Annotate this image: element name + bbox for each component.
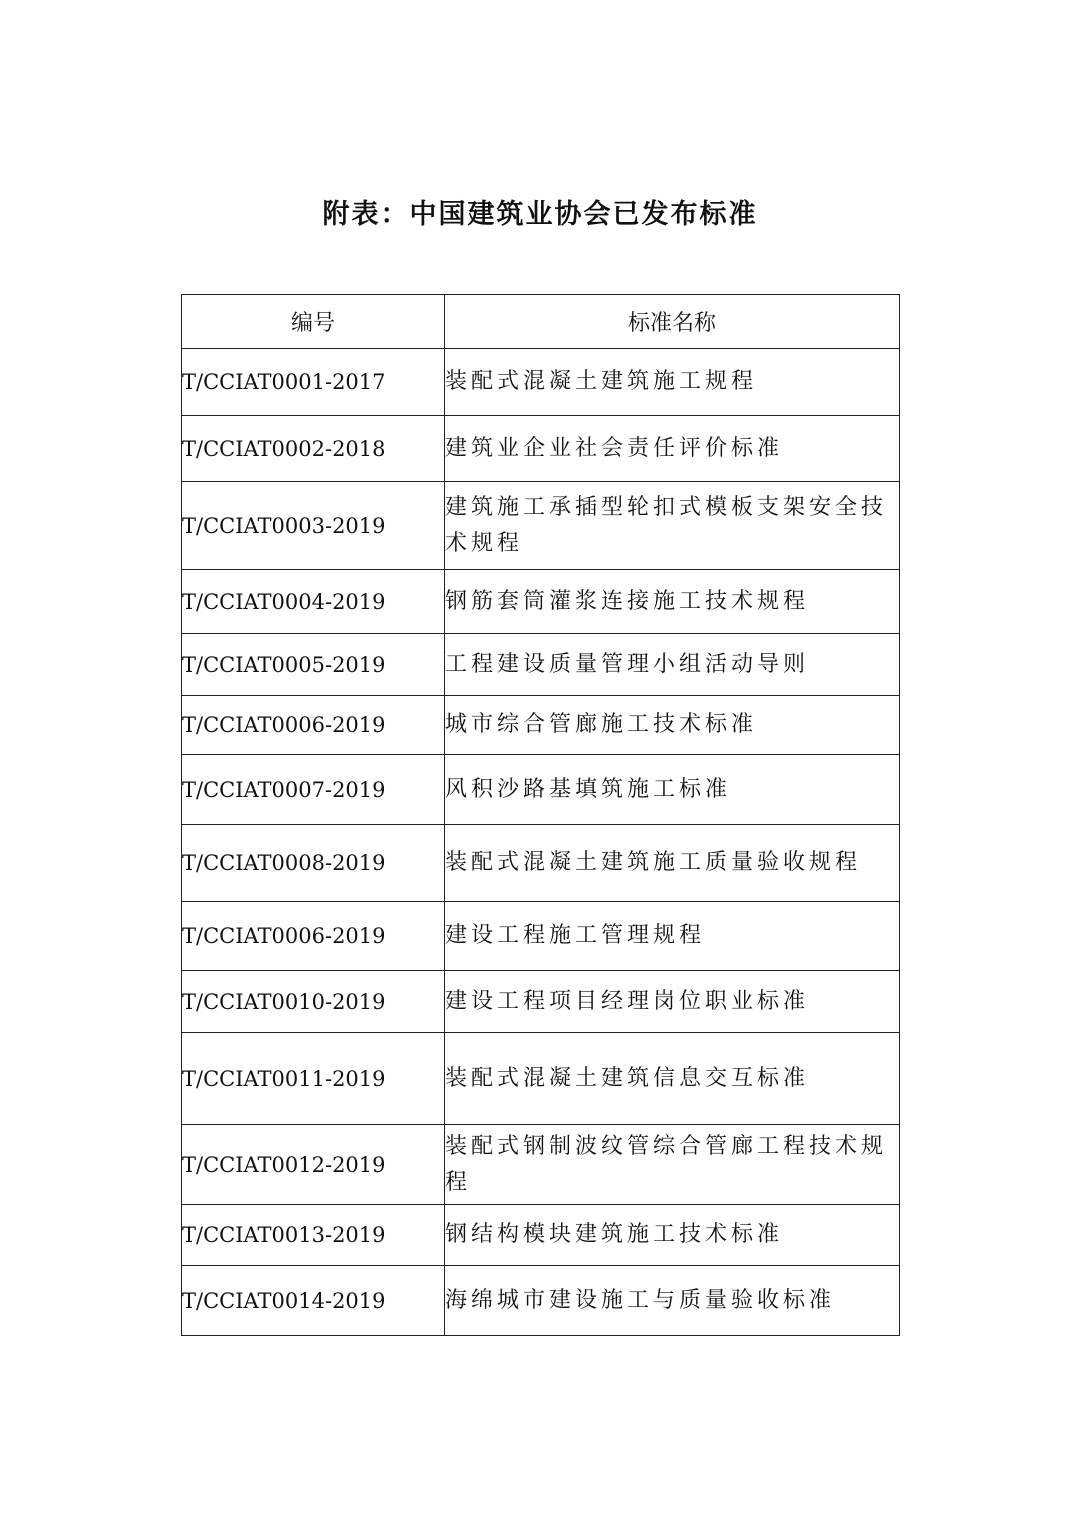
standard-code: T/CCIAT0005-2019 (182, 634, 445, 696)
column-header-name: 标准名称 (445, 295, 900, 349)
table-header-row (182, 295, 900, 349)
standard-code: T/CCIAT0010-2019 (182, 971, 445, 1033)
table-row (182, 1125, 900, 1205)
standard-name: 钢结构模块建筑施工技术标准 (445, 1205, 900, 1266)
table-row (182, 1205, 900, 1266)
standard-code: T/CCIAT0004-2019 (182, 570, 445, 634)
table-row (182, 416, 900, 482)
standard-name: 建设工程项目经理岗位职业标准 (445, 971, 900, 1033)
standard-code: T/CCIAT0007-2019 (182, 755, 445, 825)
table-row (182, 696, 900, 755)
standard-code: T/CCIAT0006-2019 (182, 696, 445, 755)
standard-name: 工程建设质量管理小组活动导则 (445, 634, 900, 696)
table-row (182, 482, 900, 570)
page-title: 附表：中国建筑业协会已发布标准 (322, 199, 758, 230)
standard-code: T/CCIAT0008-2019 (182, 825, 445, 902)
standard-code: T/CCIAT0006-2019 (182, 902, 445, 971)
table-row (182, 634, 900, 696)
standard-name: 建筑业企业社会责任评价标准 (445, 416, 900, 482)
table-row (182, 349, 900, 416)
standard-name: 装配式钢制波纹管综合管廊工程技术规程 (445, 1125, 900, 1205)
standard-name: 装配式混凝土建筑信息交互标准 (445, 1033, 900, 1125)
standards-table (181, 294, 900, 1336)
standard-name: 建设工程施工管理规程 (445, 902, 900, 971)
table-row (182, 755, 900, 825)
standard-code: T/CCIAT0001-2017 (182, 349, 445, 416)
standard-code: T/CCIAT0014-2019 (182, 1266, 445, 1336)
table-row (182, 971, 900, 1033)
column-header-code: 编号 (182, 295, 445, 349)
table-row (182, 825, 900, 902)
standard-name: 海绵城市建设施工与质量验收标准 (445, 1266, 900, 1336)
standard-name: 建筑施工承插型轮扣式模板支架安全技术规程 (445, 482, 900, 570)
standard-name: 装配式混凝土建筑施工规程 (445, 349, 900, 416)
standard-code: T/CCIAT0003-2019 (182, 482, 445, 570)
standard-name: 钢筋套筒灌浆连接施工技术规程 (445, 570, 900, 634)
table-row (182, 902, 900, 971)
table-row (182, 1266, 900, 1336)
standard-name: 装配式混凝土建筑施工质量验收规程 (445, 825, 900, 902)
table-row (182, 570, 900, 634)
table-row (182, 1033, 900, 1125)
standard-name: 风积沙路基填筑施工标准 (445, 755, 900, 825)
standard-code: T/CCIAT0011-2019 (182, 1033, 445, 1125)
standard-code: T/CCIAT0013-2019 (182, 1205, 445, 1266)
standard-code: T/CCIAT0012-2019 (182, 1125, 445, 1205)
standard-code: T/CCIAT0002-2018 (182, 416, 445, 482)
standard-name: 城市综合管廊施工技术标准 (445, 696, 900, 755)
